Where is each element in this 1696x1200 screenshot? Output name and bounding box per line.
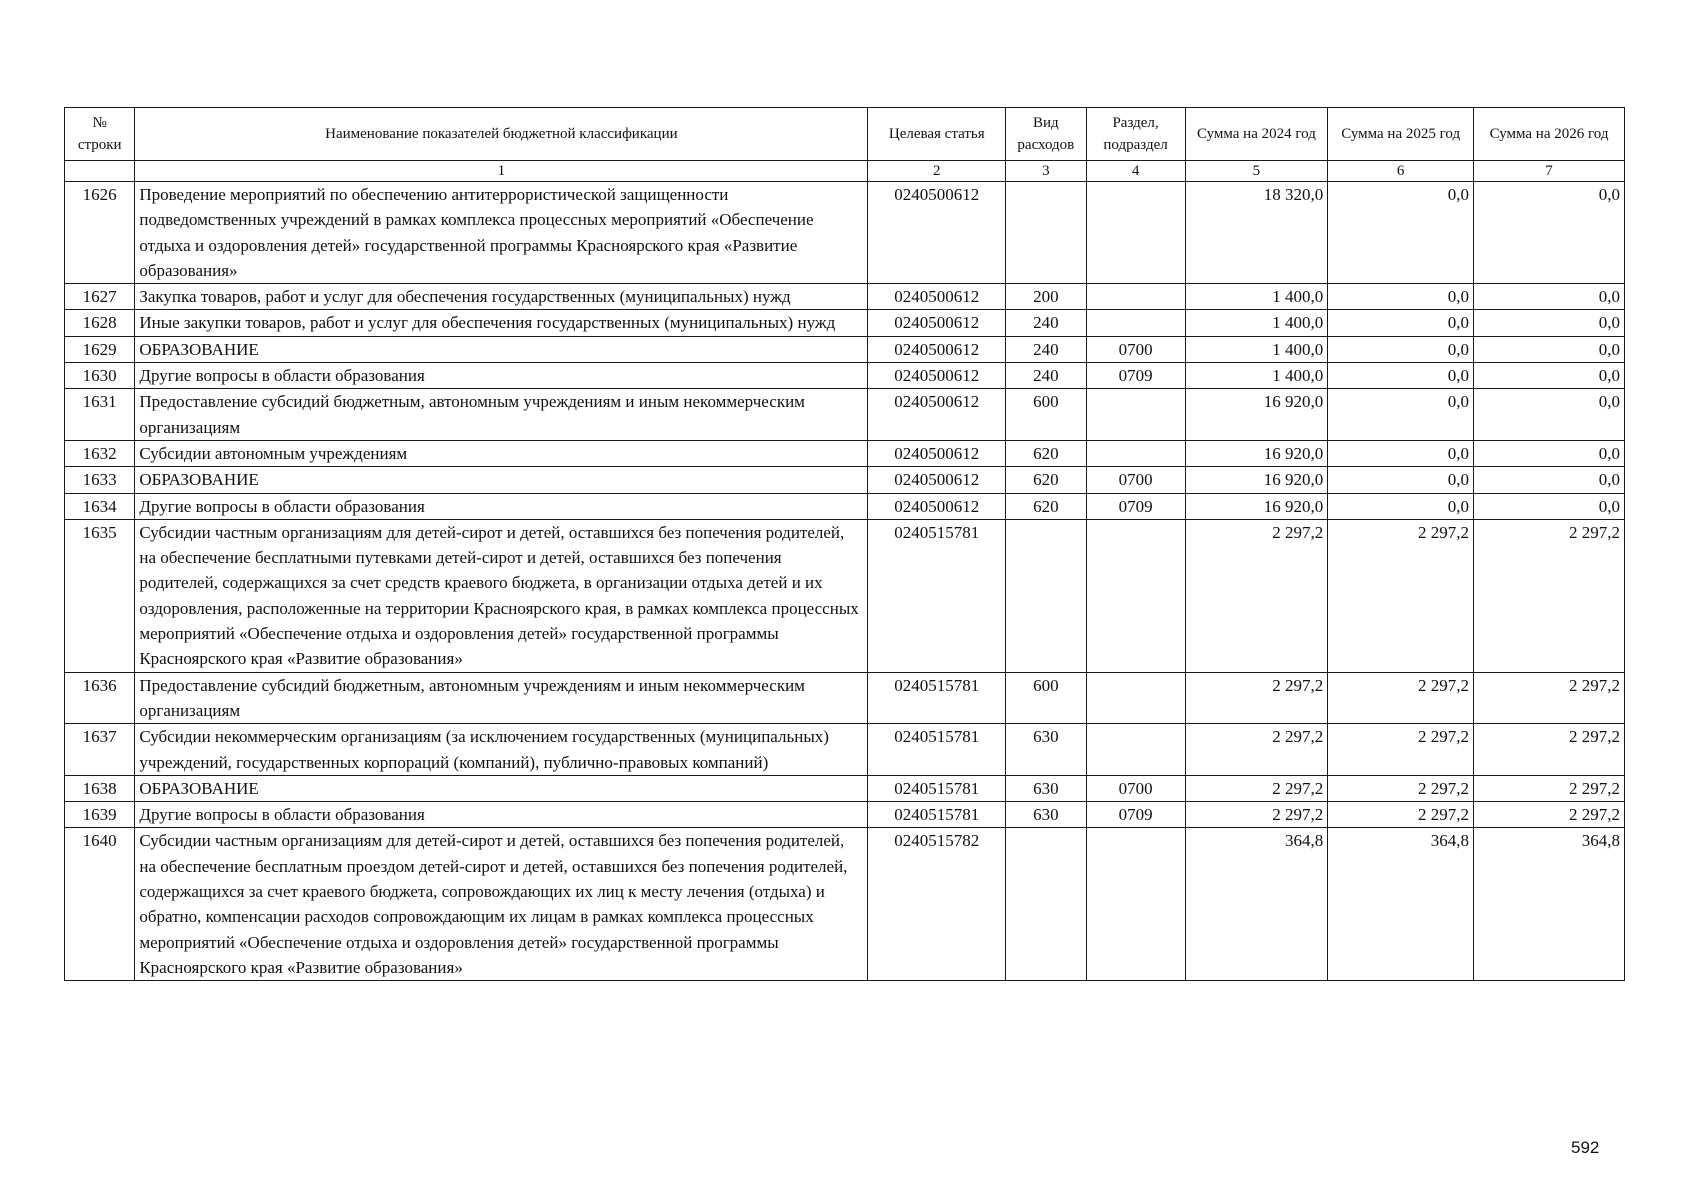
row-target-article: 0240515781 — [868, 775, 1006, 801]
row-sum-2026: 0,0 — [1474, 363, 1625, 389]
row-section — [1086, 519, 1185, 672]
row-sum-2024: 2 297,2 — [1185, 724, 1328, 776]
row-target-article: 0240515781 — [868, 672, 1006, 724]
col-header-sum-2024: Сумма на 2024 год — [1185, 108, 1328, 161]
row-number: 1634 — [65, 493, 135, 519]
table-row — [65, 519, 1625, 672]
row-sum-2026: 2 297,2 — [1474, 775, 1625, 801]
row-sum-2025: 2 297,2 — [1328, 775, 1474, 801]
row-sum-2026: 2 297,2 — [1474, 672, 1625, 724]
row-target-article: 0240515782 — [868, 828, 1006, 981]
row-sum-2025: 364,8 — [1328, 828, 1474, 981]
row-number: 1636 — [65, 672, 135, 724]
row-number: 1637 — [65, 724, 135, 776]
row-sum-2026: 364,8 — [1474, 828, 1625, 981]
row-expense-type — [1006, 182, 1087, 284]
column-number: 6 — [1328, 161, 1474, 182]
table-row — [65, 310, 1625, 336]
row-sum-2026: 0,0 — [1474, 467, 1625, 493]
table-row — [65, 775, 1625, 801]
row-sum-2025: 0,0 — [1328, 336, 1474, 362]
row-name: Предоставление субсидий бюджетным, автономным учреждениям и иным некоммерческим организациям — [135, 389, 868, 441]
row-name: Субсидии автономным учреждениям — [135, 440, 868, 466]
row-target-article: 0240500612 — [868, 389, 1006, 441]
row-name: ОБРАЗОВАНИЕ — [135, 775, 868, 801]
row-name: Проведение мероприятий по обеспечению антитеррористической защищенности подведомственных учреждений в рамках комплекса процессных мероприятий «Обеспечение отдыха и оздоровления детей» государственной программы Красноярского края «Развитие образования» — [135, 182, 868, 284]
row-section: 0709 — [1086, 493, 1185, 519]
column-number — [65, 161, 135, 182]
column-number: 1 — [135, 161, 868, 182]
row-name: Другие вопросы в области образования — [135, 493, 868, 519]
row-sum-2024: 2 297,2 — [1185, 672, 1328, 724]
row-number: 1631 — [65, 389, 135, 441]
row-sum-2025: 0,0 — [1328, 284, 1474, 310]
row-sum-2024: 16 920,0 — [1185, 467, 1328, 493]
row-sum-2026: 0,0 — [1474, 389, 1625, 441]
row-target-article: 0240515781 — [868, 802, 1006, 828]
row-sum-2025: 0,0 — [1328, 440, 1474, 466]
row-sum-2026: 0,0 — [1474, 440, 1625, 466]
row-sum-2026: 0,0 — [1474, 310, 1625, 336]
row-target-article: 0240500612 — [868, 493, 1006, 519]
row-sum-2026: 0,0 — [1474, 336, 1625, 362]
row-sum-2024: 1 400,0 — [1185, 363, 1328, 389]
col-header-row-number: № строки — [65, 108, 135, 161]
row-sum-2024: 18 320,0 — [1185, 182, 1328, 284]
row-sum-2024: 2 297,2 — [1185, 802, 1328, 828]
row-sum-2025: 0,0 — [1328, 389, 1474, 441]
row-sum-2025: 2 297,2 — [1328, 519, 1474, 672]
row-expense-type: 630 — [1006, 775, 1087, 801]
row-section: 0709 — [1086, 802, 1185, 828]
table-row — [65, 363, 1625, 389]
table-body — [65, 182, 1625, 981]
row-section: 0700 — [1086, 467, 1185, 493]
row-target-article: 0240515781 — [868, 724, 1006, 776]
row-expense-type — [1006, 828, 1087, 981]
budget-table — [64, 107, 1625, 981]
row-expense-type: 600 — [1006, 672, 1087, 724]
row-sum-2024: 16 920,0 — [1185, 440, 1328, 466]
row-number: 1632 — [65, 440, 135, 466]
row-sum-2024: 2 297,2 — [1185, 519, 1328, 672]
row-name: Субсидии частным организациям для детей-сирот и детей, оставшихся без попечения родителей, на обеспечение бесплатными путевками детей-сирот и детей, оставшихся без попечения родителей, содержащихся за счет средств краевого бюджета, в организации отдыха детей и их оздоровления, расположенные на территории Красноярского края, в рамках комплекса процессных мероприятий «Обеспечение отдыха и оздоровления детей» государственной программы Красноярского края «Развитие образования» — [135, 519, 868, 672]
row-target-article: 0240500612 — [868, 363, 1006, 389]
header-row — [65, 108, 1625, 161]
row-section — [1086, 672, 1185, 724]
row-sum-2026: 0,0 — [1474, 182, 1625, 284]
table-row — [65, 672, 1625, 724]
row-sum-2024: 16 920,0 — [1185, 389, 1328, 441]
page-number: 592 — [1571, 1138, 1600, 1157]
column-number: 4 — [1086, 161, 1185, 182]
row-name: ОБРАЗОВАНИЕ — [135, 467, 868, 493]
row-section — [1086, 724, 1185, 776]
row-name: Субсидии некоммерческим организациям (за исключением государственных (муниципальных) учреждений, государственных корпораций (компаний), публично-правовых компаний) — [135, 724, 868, 776]
table-row — [65, 389, 1625, 441]
row-sum-2025: 2 297,2 — [1328, 802, 1474, 828]
row-number: 1627 — [65, 284, 135, 310]
row-section — [1086, 389, 1185, 441]
col-header-sum-2026: Сумма на 2026 год — [1474, 108, 1625, 161]
row-sum-2025: 0,0 — [1328, 310, 1474, 336]
row-name: Субсидии частным организациям для детей-сирот и детей, оставшихся без попечения родителей, на обеспечение бесплатным проездом детей-сирот и детей, оставшихся без попечения родителей, содержащихся за счет краевого бюджета, сопровождающих их лиц к месту лечения (отдыха) и обратно, компенсации расходов сопровождающим их лицам в рамках комплекса процессных мероприятий «Обеспечение отдыха и оздоровления детей» государственной программы Красноярского края «Развитие образования» — [135, 828, 868, 981]
row-section: 0700 — [1086, 775, 1185, 801]
row-number: 1628 — [65, 310, 135, 336]
row-sum-2025: 0,0 — [1328, 493, 1474, 519]
row-target-article: 0240500612 — [868, 182, 1006, 284]
row-expense-type: 240 — [1006, 336, 1087, 362]
row-sum-2025: 0,0 — [1328, 182, 1474, 284]
table-row — [65, 493, 1625, 519]
row-target-article: 0240500612 — [868, 440, 1006, 466]
row-name: Предоставление субсидий бюджетным, автономным учреждениям и иным некоммерческим организациям — [135, 672, 868, 724]
row-number: 1630 — [65, 363, 135, 389]
table-row — [65, 802, 1625, 828]
row-section — [1086, 440, 1185, 466]
column-number: 2 — [868, 161, 1006, 182]
col-header-sum-2025: Сумма на 2025 год — [1328, 108, 1474, 161]
row-expense-type: 620 — [1006, 467, 1087, 493]
row-section: 0700 — [1086, 336, 1185, 362]
table-row — [65, 828, 1625, 981]
row-number: 1638 — [65, 775, 135, 801]
row-sum-2026: 2 297,2 — [1474, 724, 1625, 776]
row-target-article: 0240500612 — [868, 284, 1006, 310]
row-sum-2026: 0,0 — [1474, 493, 1625, 519]
row-number: 1639 — [65, 802, 135, 828]
column-number: 5 — [1185, 161, 1328, 182]
row-name: Закупка товаров, работ и услуг для обеспечения государственных (муниципальных) нужд — [135, 284, 868, 310]
row-section — [1086, 182, 1185, 284]
row-target-article: 0240500612 — [868, 336, 1006, 362]
row-expense-type: 630 — [1006, 724, 1087, 776]
row-target-article: 0240500612 — [868, 467, 1006, 493]
row-expense-type: 620 — [1006, 440, 1087, 466]
row-sum-2025: 0,0 — [1328, 363, 1474, 389]
table-row — [65, 467, 1625, 493]
row-expense-type: 600 — [1006, 389, 1087, 441]
row-expense-type: 240 — [1006, 363, 1087, 389]
row-number: 1626 — [65, 182, 135, 284]
row-name: Иные закупки товаров, работ и услуг для обеспечения государственных (муниципальных) нужд — [135, 310, 868, 336]
row-name: ОБРАЗОВАНИЕ — [135, 336, 868, 362]
row-section — [1086, 310, 1185, 336]
row-sum-2024: 2 297,2 — [1185, 775, 1328, 801]
column-number: 3 — [1006, 161, 1087, 182]
column-number: 7 — [1474, 161, 1625, 182]
table-row — [65, 182, 1625, 284]
row-sum-2026: 2 297,2 — [1474, 802, 1625, 828]
row-expense-type: 200 — [1006, 284, 1087, 310]
row-expense-type — [1006, 519, 1087, 672]
column-number-row — [65, 161, 1625, 182]
col-header-expense-type: Вид расходов — [1006, 108, 1087, 161]
row-name: Другие вопросы в области образования — [135, 363, 868, 389]
row-name: Другие вопросы в области образования — [135, 802, 868, 828]
row-sum-2024: 1 400,0 — [1185, 336, 1328, 362]
row-number: 1635 — [65, 519, 135, 672]
col-header-name: Наименование показателей бюджетной классификации — [135, 108, 868, 161]
row-sum-2024: 1 400,0 — [1185, 310, 1328, 336]
row-sum-2024: 1 400,0 — [1185, 284, 1328, 310]
row-target-article: 0240500612 — [868, 310, 1006, 336]
row-expense-type: 240 — [1006, 310, 1087, 336]
row-sum-2024: 364,8 — [1185, 828, 1328, 981]
table-row — [65, 724, 1625, 776]
row-expense-type: 630 — [1006, 802, 1087, 828]
col-header-section: Раздел, подраздел — [1086, 108, 1185, 161]
row-sum-2026: 0,0 — [1474, 284, 1625, 310]
table-row — [65, 336, 1625, 362]
table-row — [65, 440, 1625, 466]
row-target-article: 0240515781 — [868, 519, 1006, 672]
row-section — [1086, 828, 1185, 981]
row-section — [1086, 284, 1185, 310]
row-section: 0709 — [1086, 363, 1185, 389]
row-sum-2024: 16 920,0 — [1185, 493, 1328, 519]
table-row — [65, 284, 1625, 310]
row-sum-2026: 2 297,2 — [1474, 519, 1625, 672]
row-sum-2025: 2 297,2 — [1328, 672, 1474, 724]
row-sum-2025: 2 297,2 — [1328, 724, 1474, 776]
row-number: 1629 — [65, 336, 135, 362]
row-sum-2025: 0,0 — [1328, 467, 1474, 493]
row-number: 1633 — [65, 467, 135, 493]
row-number: 1640 — [65, 828, 135, 981]
col-header-target-article: Целевая статья — [868, 108, 1006, 161]
row-expense-type: 620 — [1006, 493, 1087, 519]
